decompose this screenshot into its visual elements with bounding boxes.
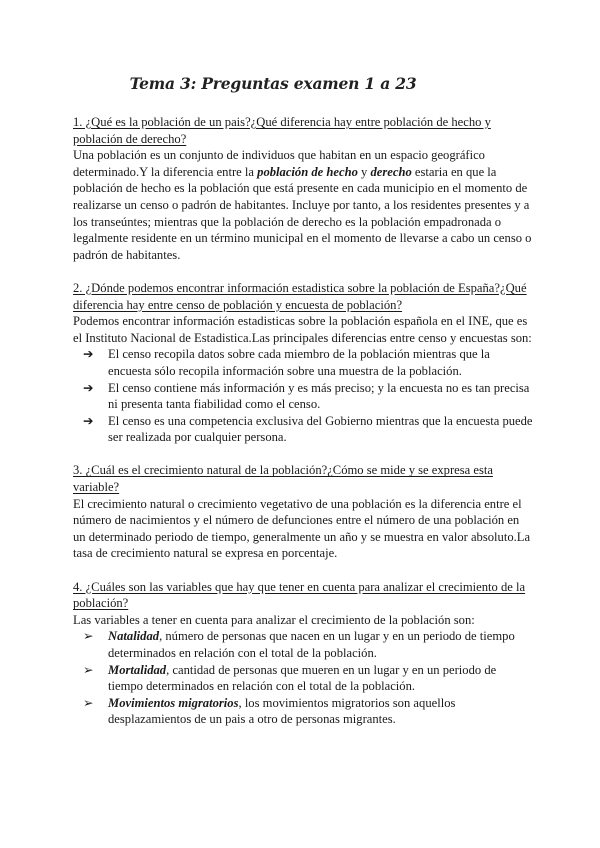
answer-2-intro: Podemos encontrar información estadisticas sobre la población española en el INE, que es el Instituto Nacional de Estadistica.Las principales diferencias entre censo y encuestas son: bbox=[73, 314, 532, 345]
question-3: 3. ¿Cuál es el crecimiento natural de la población?¿Cómo se mide y se expresa esta variable? bbox=[73, 463, 493, 495]
list-item bbox=[73, 413, 533, 446]
list-item bbox=[73, 662, 533, 695]
question-4: 4. ¿Cuáles son las variables que hay que tener en cuenta para analizar el crecimiento de la población? bbox=[73, 579, 526, 611]
answer-1-intro: Una población es un conjunto de individuos que habitan en un espacio geográfico determinado.Y la diferencia entre la bbox=[73, 148, 485, 179]
list-item bbox=[73, 628, 533, 661]
section-3 bbox=[73, 462, 533, 562]
document-body bbox=[73, 114, 533, 745]
chevron-right-icon: ➢ bbox=[83, 629, 94, 644]
page-title: Tema 3: Preguntas examen 1 a 23 bbox=[129, 74, 417, 93]
list-item bbox=[73, 346, 533, 379]
list-item-text: , número de personas que nacen en un lugar y en un periodo de tiempo determinados en relación con el total de la población. bbox=[108, 629, 515, 660]
question-2: 2. ¿Dónde podemos encontrar información estadistica sobre la población de España?¿Qué diferencia hay entre censo de población y encuesta de población? bbox=[73, 280, 527, 312]
arrow-icon: ➔ bbox=[83, 347, 94, 362]
list-item-text: El censo es una competencia exclusiva del Gobierno mientras que la encuesta puede ser realizada por cualquier persona. bbox=[108, 413, 533, 445]
term-poblacion-de-hecho: población de hecho bbox=[257, 164, 358, 179]
chevron-right-icon: ➢ bbox=[83, 695, 94, 710]
arrow-icon: ➔ bbox=[83, 380, 94, 395]
list-item bbox=[73, 695, 533, 728]
list-item bbox=[73, 380, 533, 413]
arrow-icon: ➔ bbox=[83, 413, 94, 428]
chevron-right-icon: ➢ bbox=[83, 662, 94, 677]
term-mortalidad: Mortalidad bbox=[108, 662, 167, 677]
list-item-text: , los movimientos migratorios son aquellos desplazamientos de un pais a otro de personas migrantes. bbox=[108, 695, 456, 727]
growth-variables-list bbox=[73, 628, 533, 728]
census-differences-list bbox=[73, 346, 533, 446]
list-item-text: , cantidad de personas que mueren en un lugar y en un periodo de tiempo determinados en relación con el total de la población. bbox=[108, 662, 497, 694]
section-4 bbox=[73, 579, 533, 728]
term-natalidad: Natalidad bbox=[108, 629, 160, 644]
question-1: 1. ¿Qué es la población de un pais?¿Qué diferencia hay entre población de hecho y población de derecho? bbox=[73, 115, 491, 146]
list-item-text: El censo recopila datos sobre cada miembro de la población mientras que la encuesta sólo recopila información sobre una muestra de la población. bbox=[108, 347, 490, 378]
term-movimientos-migratorios: Movimientos migratorios bbox=[108, 695, 239, 710]
answer-3: El crecimiento natural o crecimiento vegetativo de una población es la diferencia entre el número de nacimientos y el número de defunciones entre el número de una población en un determinado periodo de tiempo, generalmente un año y se muestra en valor absoluto.La tasa de crecimiento natural se expresa en porcentaje. bbox=[73, 496, 531, 561]
list-item-text: El censo contiene más información y es más preciso; y la encuesta no es tan precisa ni presenta tanta fiabilidad como el censo. bbox=[108, 380, 530, 412]
answer-1-connector: y bbox=[357, 164, 371, 179]
term-derecho: derecho bbox=[370, 164, 412, 179]
section-2 bbox=[73, 280, 533, 446]
answer-1 bbox=[73, 147, 533, 263]
section-1 bbox=[73, 114, 533, 263]
answer-1-body: estaria en que la población de hecho es la población que está presente en cada municipio en el momento de realizarse un censo o padrón de habitantes. Incluye por tanto, a los residentes presentes y a los transeúntes; mientras que la población de derecho es la población empadronada o legalmente residente en un término municipal en el momento de llevarse a cabo un censo o padrón de habitantes. bbox=[73, 164, 532, 262]
answer-4-intro: Las variables a tener en cuenta para analizar el crecimiento de la población son: bbox=[73, 612, 475, 627]
